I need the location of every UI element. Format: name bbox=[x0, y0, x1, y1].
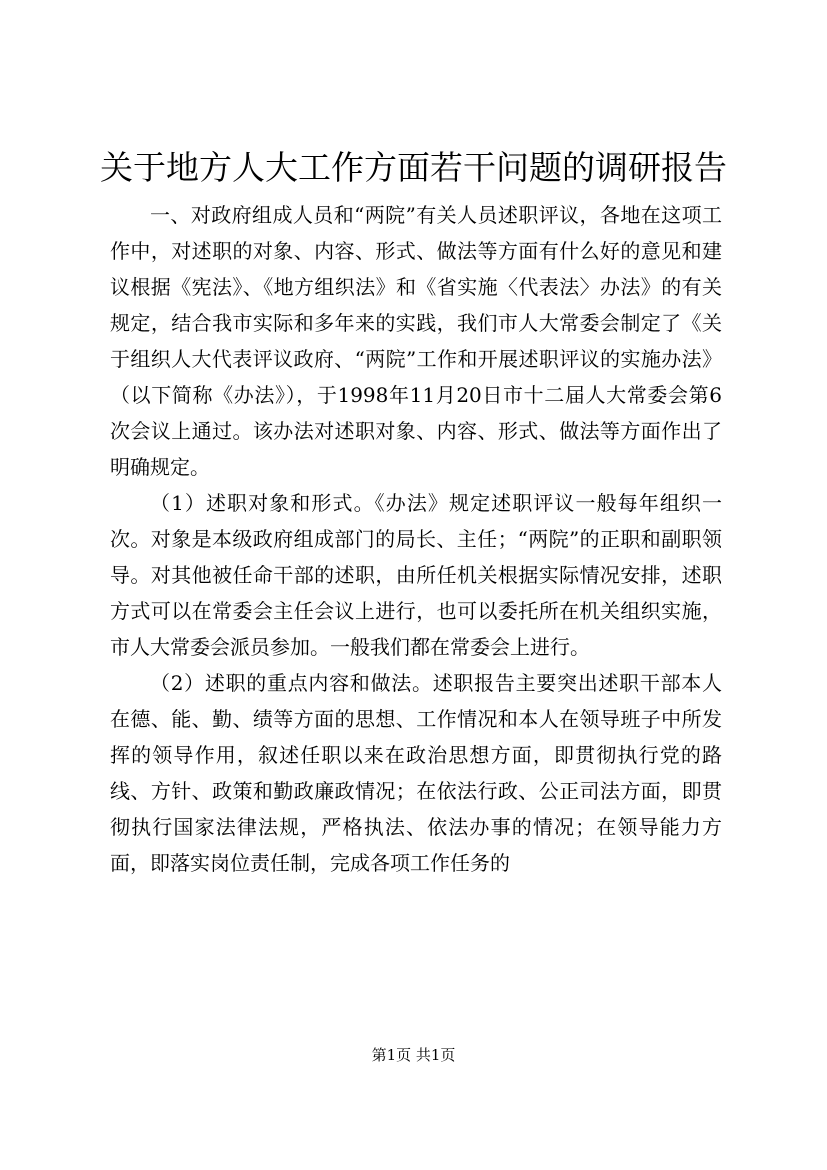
page-footer: 第1页 共1页 bbox=[371, 1046, 456, 1064]
paragraph-2: （1）述职对象和形式。《办法》规定述职评议一般每年组织一次。对象是本级政府组成部门的局长、主任；“两院”的正职和副职领导。对其他被任命干部的述职，由所任机关根据实际情况安排，述职方式可以在常委会主任会议上进行，也可以委托所在机关组织实施，市人大常委会派员参加。一般我们都在常委会上进行。 bbox=[110, 491, 722, 659]
paragraph-3: （2）述职的重点内容和做法。述职报告主要突出述职干部本人在德、能、勤、绩等方面的思想、工作情况和本人在领导班子中所发挥的领导作用，叙述任职以来在政治思想方面，即贯彻执行党的路线、方针、政策和勤政廉政情况；在依法行政、公正司法方面，即贯彻执行国家法律法规，严格执法、依法办事的情况；在领导能力方面，即落实岗位责任制，完成各项工作任务的 bbox=[110, 671, 722, 875]
paragraph-1: 一、对政府组成人员和“两院”有关人员述职评议，各地在这项工作中，对述职的对象、内容、形式、做法等方面有什么好的意见和建议根据《宪法》、《地方组织法》和《省实施〈代表法〉办法》的有关规定，结合我市实际和多年来的实践，我们市人大常委会制定了《关于组织人大代表评议政府、“两院”工作和开展述职评议的实施办法》（以下简称《办法》），于1998年11月20日市十二届人大常委会第6次会议上通过。该办法对述职对象、内容、形式、做法等方面作出了明确规定。 bbox=[110, 203, 722, 479]
document-title: 关于地方人大工作方面若干问题的调研报告 bbox=[100, 148, 727, 187]
document-body bbox=[110, 197, 722, 881]
